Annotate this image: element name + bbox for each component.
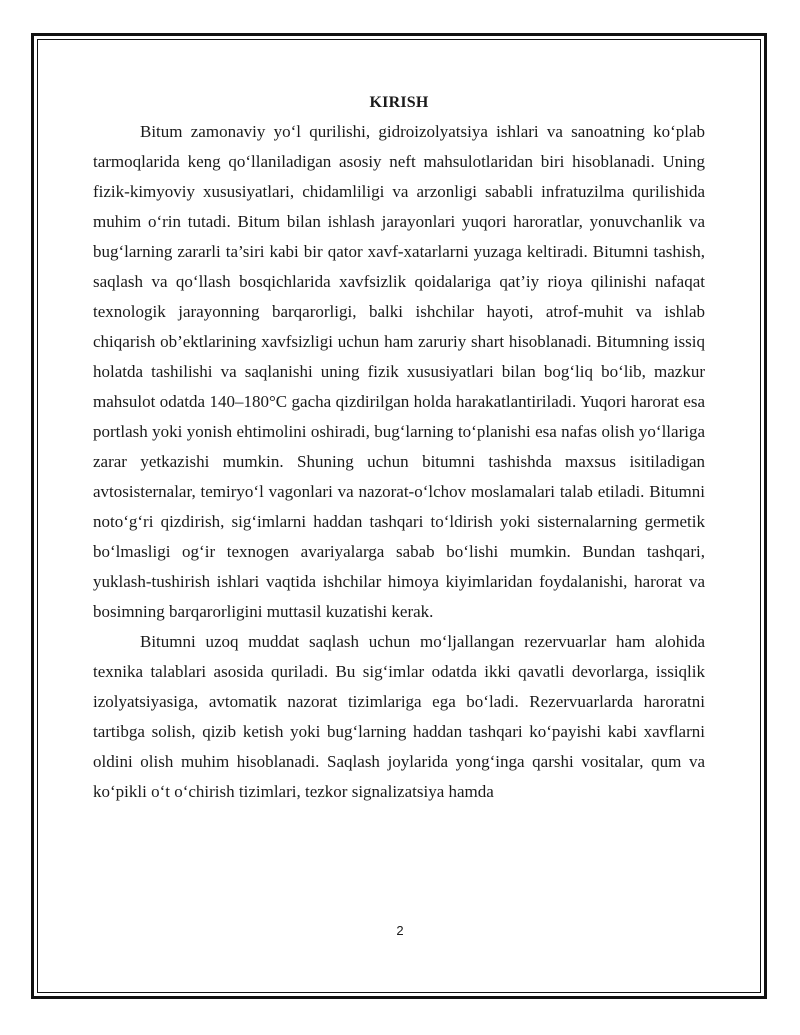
section-heading: KIRISH: [369, 94, 429, 111]
paragraph-1: Bitum zamonaviy yo‘l qurilishi, gidroizolyatsiya ishlari va sanoatning ko‘plab tarmoqlarida keng qo‘llaniladigan asosiy neft mahsulotlaridan biri hisoblanadi. Uning fizik-kimyoviy xususiyatlari, chidamliligi va arzonligi sababli infratuzilma qurilishida muhim o‘rin tutadi. Bitum bilan ishlash jarayonlari yuqori haroratlar, yonuvchanlik va bug‘larning zararli ta’siri kabi bir qator xavf-xatarlarni yuzaga keltiradi. Bitumni tashish, saqlash va qo‘llash bosqichlarida xavfsizlik qoidalariga qat’iy rioya qilinishi nafaqat texnologik jarayonning barqarorligi, balki ishchilar hayoti, atrof-muhit va ishlab chiqarish ob’ektlarining xavfsizligi uchun ham zaruriy shart hisoblanadi. Bitumning issiq holatda tashilishi va saqlanishi uning fizik xususiyatlari bilan bog‘liq bo‘lib, mazkur mahsulot odatda 140–180°C gacha qizdirilgan holda harakatlantiriladi. Yuqori harorat esa portlash yoki yonish ehtimolini oshiradi, bug‘larning to‘planishi esa nafas olish yo‘llariga zarar yetkazishi mumkin. Shuning uchun bitumni tashishda maxsus isitiladigan avtosisternalar, temiryo‘l vagonlari va nazorat-o‘lchov moslamalari talab etiladi. Bitumni noto‘g‘ri qizdirish, sig‘imlarni haddan tashqari to‘ldirish yoki sisternalarning germetik bo‘lmasligi og‘ir texnogen avariyalarga sabab bo‘lishi mumkin. Bundan tashqari, yuklash-tushirish ishlari vaqtida ishchilar himoya kiyimlaridan foydalanishi, harorat va bosimning barqarorligini muttasil kuzatishi kerak.: [93, 122, 705, 621]
page-content: [93, 91, 705, 807]
page-number: 2: [396, 923, 404, 938]
paragraph-2: Bitumni uzoq muddat saqlash uchun mo‘ljallangan rezervuarlar ham alohida texnika talablari asosida quriladi. Bu sig‘imlar odatda ikki qavatli devorlarga, issiqlik izolyatsiyasiga, avtomatik nazorat tizimlariga ega bo‘ladi. Rezervuarlarda haroratni tartibga solish, qizib ketish yoki bug‘larning haddan tashqari ko‘payishi kabi xavflarni oldini olish muhim hisoblanadi. Saqlash joylarida yong‘inga qarshi vositalar, qum va ko‘pikli o‘t o‘chirish tizimlari, tezkor signalizatsiya hamda: [93, 632, 705, 801]
